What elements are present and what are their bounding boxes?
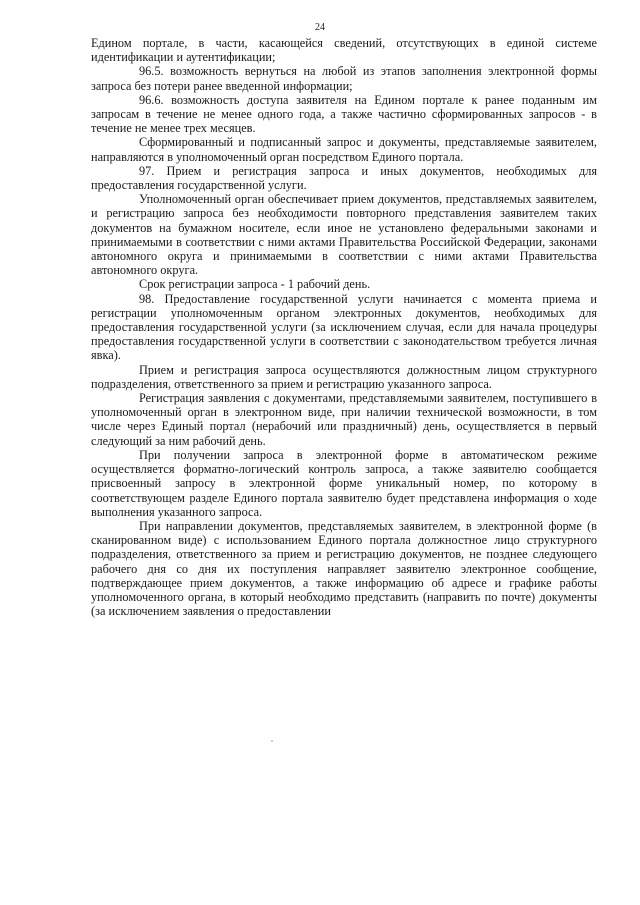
paragraph-registration: Регистрация заявления с документами, представляемыми заявителем, поступившего в уполномоченный орган в электронном виде, при наличии технической возможности, в том числе через Единый портал (нерабочий или праздничный) день, осуществляется в первый следующий за ним рабочий день. bbox=[91, 391, 597, 448]
scan-speck bbox=[271, 740, 273, 742]
paragraph-continuation: Едином портале, в части, касающейся сведений, отсутствующих в единой системе идентификации и аутентификации; bbox=[91, 36, 597, 65]
paragraph-registration-term: Срок регистрации запроса - 1 рабочий день. bbox=[139, 277, 371, 292]
page-number: 24 bbox=[315, 22, 325, 33]
paragraph-96-6: 96.6. возможность доступа заявителя на Едином портале к ранее поданным им запросам в течение не менее одного года, а также частично сформированных запросов - в течение не менее трех месяцев. bbox=[91, 92, 597, 136]
paragraph-electronic-control: При получении запроса в электронной форме в автоматическом режиме осуществляется форматно-логический контроль запроса, а также заявителю сообщается присвоенный запросу в электронной форме уникальный номер, по которому в соответствующем разделе Единого портала заявителю будет представлена информация о ходе выполнения указанного запроса. bbox=[91, 447, 597, 519]
paragraph-96-5: 96.5. возможность вернуться на любой из этапов заполнения электронной формы запроса без потери ранее введенной информации; bbox=[91, 64, 597, 93]
paragraph-submission: Сформированный и подписанный запрос и документы, представляемые заявителем, направляются в уполномоченный орган посредством Единого портала. bbox=[91, 135, 597, 164]
paragraph-reception: Прием и регистрация запроса осуществляются должностным лицом структурного подразделения, ответственного за прием и регистрацию указанного запроса. bbox=[91, 362, 597, 391]
paragraph-scanned-documents: При направлении документов, представляемых заявителем, в электронной форме (в сканированном виде) с использованием Единого портала должностное лицо структурного подразделения, ответственного за прием и регистрацию документов, не позднее следующего рабочего дня со дня их поступления направляет заявителю электронное сообщение, подтверждающее прием документов, а также информацию об адресе и графике работы уполномоченного органа, в который необходимо представить (направить по почте) документы (за исключением заявления о предоставлении bbox=[91, 518, 597, 619]
paragraph-97: 97. Прием и регистрация запроса и иных документов, необходимых для предоставления государственной услуги. bbox=[91, 163, 597, 193]
paragraph-98: 98. Предоставление государственной услуги начинается с момента приема и регистрации уполномоченным органом электронных документов, необходимых для предоставления государственной услуги (за исключением случая, если для начала процедуры предоставления государственной услуги в соответствии с законодательством требуется личная явка). bbox=[91, 291, 597, 363]
paragraph-authorized-body: Уполномоченный орган обеспечивает прием документов, представляемых заявителем, и регистрацию запроса без необходимости повторного представления заявителем таких документов на бумажном носителе, если иное не установлено федеральными законами и принимаемыми в соответствии с ними актами Правительства Российской Федерации, законами автономного округа и принимаемыми в соответствии с ними актами Правительства автономного округа. bbox=[91, 192, 597, 278]
document-body bbox=[91, 36, 597, 618]
